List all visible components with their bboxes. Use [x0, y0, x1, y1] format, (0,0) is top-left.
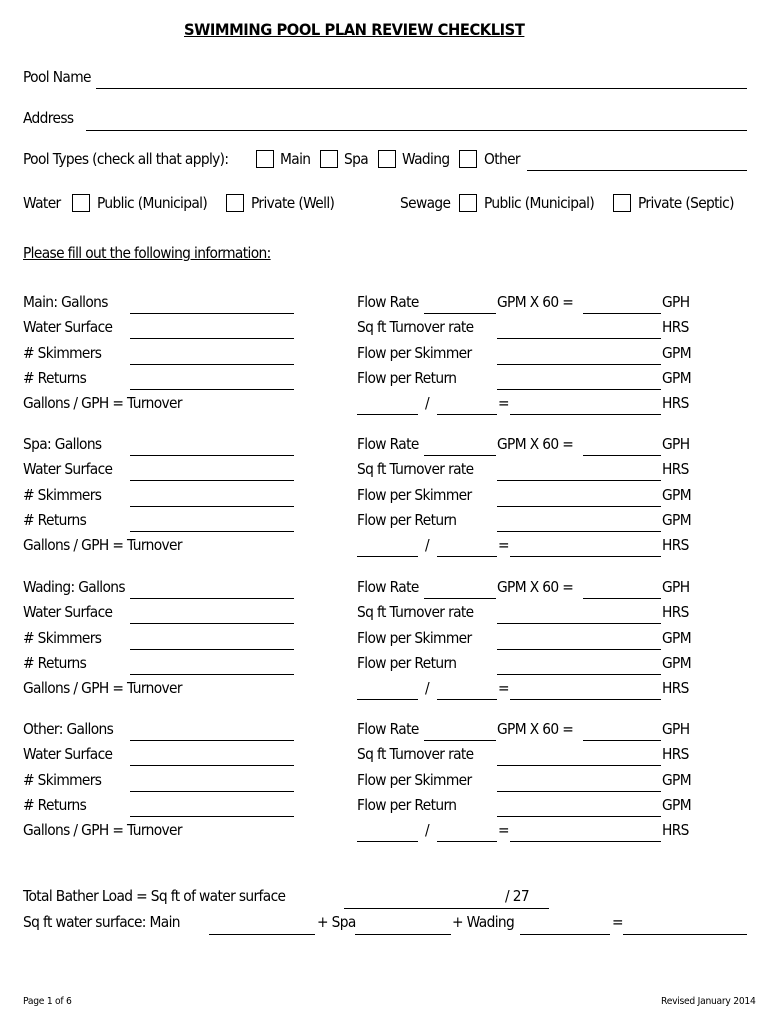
flow-per-skimmer-field[interactable] — [497, 364, 661, 365]
page-title: SWIMMING POOL PLAN REVIEW CHECKLIST — [184, 20, 525, 39]
gpm-unit: GPM — [662, 486, 691, 504]
sq-ft-turnover-field[interactable] — [497, 765, 661, 766]
sewage-label: Sewage — [400, 194, 451, 212]
section-gallons-label: Spa: Gallons — [23, 435, 102, 453]
sq-ft-turnover-label: Sq ft Turnover rate — [357, 460, 474, 478]
sq-ft-turnover-field[interactable] — [497, 338, 661, 339]
gpm-unit: GPM — [662, 654, 691, 672]
hrs-unit: HRS — [662, 318, 689, 336]
flow-rate-field[interactable] — [424, 455, 496, 456]
spa-checkbox[interactable] — [320, 150, 338, 168]
turnover-gph-field[interactable] — [437, 556, 497, 557]
sq-ft-turnover-label: Sq ft Turnover rate — [357, 603, 474, 621]
gph-field[interactable] — [583, 740, 661, 741]
turnover-result-field[interactable] — [510, 699, 661, 700]
turnover-gallons-field[interactable] — [357, 699, 418, 700]
flow-per-return-label: Flow per Return — [357, 369, 457, 387]
slash: / — [425, 394, 430, 412]
section-left-label: Water Surface — [23, 460, 113, 478]
section-left-label: # Returns — [23, 369, 87, 387]
gph-unit: GPH — [662, 720, 690, 738]
turnover-gph-field[interactable] — [437, 841, 497, 842]
flow-per-return-field[interactable] — [497, 816, 661, 817]
bather-load-label: Total Bather Load = Sq ft of water surface — [23, 887, 286, 905]
other-checkbox[interactable] — [459, 150, 477, 168]
water-private-checkbox[interactable] — [226, 194, 244, 212]
other-option-label: Other — [484, 150, 520, 168]
sq-ft-main-field[interactable] — [209, 934, 315, 935]
hrs-unit: HRS — [662, 821, 689, 839]
section-left-label: # Skimmers — [23, 486, 102, 504]
flow-per-skimmer-label: Flow per Skimmer — [357, 629, 472, 647]
address-label: Address — [23, 109, 74, 127]
flow-per-return-label: Flow per Return — [357, 511, 457, 529]
hrs-unit: HRS — [662, 536, 689, 554]
turnover-gallons-field[interactable] — [357, 841, 418, 842]
wading-option-label: Wading — [402, 150, 450, 168]
section-left-label: Water Surface — [23, 603, 113, 621]
section-left-field[interactable] — [130, 389, 294, 390]
section-gallons-label: Other: Gallons — [23, 720, 114, 738]
flow-rate-label: Flow Rate — [357, 293, 419, 311]
sq-ft-turnover-label: Sq ft Turnover rate — [357, 745, 474, 763]
hrs-unit: HRS — [662, 394, 689, 412]
section-gallons-label: Wading: Gallons — [23, 578, 125, 596]
revised-date: Revised January 2014 — [661, 996, 756, 1007]
section-left-label: Water Surface — [23, 318, 113, 336]
section-left-label: Gallons / GPH = Turnover — [23, 394, 182, 412]
page-number: Page 1 of 6 — [23, 996, 72, 1007]
section-left-field[interactable] — [130, 623, 294, 624]
section-left-field[interactable] — [130, 649, 294, 650]
equals: = — [498, 394, 509, 412]
section-left-label: Gallons / GPH = Turnover — [23, 536, 182, 554]
turnover-result-field[interactable] — [510, 414, 661, 415]
bather-load-divisor: / 27 — [505, 887, 530, 905]
pool-types-label: Pool Types (check all that apply): — [23, 150, 229, 168]
gpm-x-60-label: GPM X 60 = — [497, 578, 574, 596]
instructions: Please fill out the following information: — [23, 244, 271, 262]
bather-load-field[interactable] — [344, 908, 549, 909]
gpm-x-60-label: GPM X 60 = — [497, 435, 574, 453]
section-left-label: Gallons / GPH = Turnover — [23, 679, 182, 697]
section-left-field[interactable] — [130, 313, 294, 314]
section-left-field[interactable] — [130, 364, 294, 365]
flow-per-skimmer-field[interactable] — [497, 791, 661, 792]
plus-wading-label: + Wading — [452, 913, 515, 931]
pool-name-field[interactable] — [96, 88, 747, 89]
section-left-label: # Skimmers — [23, 771, 102, 789]
sq-ft-turnover-field[interactable] — [497, 480, 661, 481]
slash: / — [425, 536, 430, 554]
section-left-label: Gallons / GPH = Turnover — [23, 821, 182, 839]
sewage-public-label: Public (Municipal) — [484, 194, 595, 212]
sq-ft-wading-field[interactable] — [520, 934, 610, 935]
section-left-label: # Returns — [23, 654, 87, 672]
main-checkbox[interactable] — [256, 150, 274, 168]
gph-unit: GPH — [662, 435, 690, 453]
plus-spa-label: + Spa — [317, 913, 356, 931]
hrs-unit: HRS — [662, 745, 689, 763]
flow-per-skimmer-field[interactable] — [497, 649, 661, 650]
water-public-label: Public (Municipal) — [97, 194, 208, 212]
gph-field[interactable] — [583, 313, 661, 314]
section-left-field[interactable] — [130, 674, 294, 675]
hrs-unit: HRS — [662, 603, 689, 621]
water-public-checkbox[interactable] — [72, 194, 90, 212]
gpm-unit: GPM — [662, 771, 691, 789]
flow-rate-field[interactable] — [424, 740, 496, 741]
main-option-label: Main — [280, 150, 311, 168]
sewage-public-checkbox[interactable] — [459, 194, 477, 212]
sq-ft-spa-field[interactable] — [355, 934, 451, 935]
gpm-unit: GPM — [662, 796, 691, 814]
turnover-result-field[interactable] — [510, 841, 661, 842]
flow-per-return-field[interactable] — [497, 389, 661, 390]
section-left-field[interactable] — [130, 791, 294, 792]
sewage-private-label: Private (Septic) — [638, 194, 734, 212]
flow-per-skimmer-label: Flow per Skimmer — [357, 771, 472, 789]
flow-rate-field[interactable] — [424, 313, 496, 314]
pool-name-label: Pool Name — [23, 68, 91, 86]
water-label: Water — [23, 194, 61, 212]
section-gallons-label: Main: Gallons — [23, 293, 108, 311]
section-left-field[interactable] — [130, 338, 294, 339]
gpm-unit: GPM — [662, 344, 691, 362]
turnover-gph-field[interactable] — [437, 414, 497, 415]
flow-per-return-label: Flow per Return — [357, 654, 457, 672]
flow-per-skimmer-field[interactable] — [497, 506, 661, 507]
other-field[interactable] — [527, 170, 747, 171]
turnover-gallons-field[interactable] — [357, 414, 418, 415]
section-left-field[interactable] — [130, 506, 294, 507]
section-left-field[interactable] — [130, 455, 294, 456]
slash: / — [425, 679, 430, 697]
turnover-result-field[interactable] — [510, 556, 661, 557]
section-left-field[interactable] — [130, 765, 294, 766]
section-left-field[interactable] — [130, 531, 294, 532]
gph-unit: GPH — [662, 293, 690, 311]
flow-per-return-field[interactable] — [497, 531, 661, 532]
section-left-label: # Returns — [23, 796, 87, 814]
flow-per-return-field[interactable] — [497, 674, 661, 675]
gph-field[interactable] — [583, 455, 661, 456]
gpm-unit: GPM — [662, 369, 691, 387]
section-left-label: # Returns — [23, 511, 87, 529]
turnover-gallons-field[interactable] — [357, 556, 418, 557]
section-left-field[interactable] — [130, 816, 294, 817]
sewage-private-checkbox[interactable] — [613, 194, 631, 212]
section-left-label: # Skimmers — [23, 344, 102, 362]
gpm-x-60-label: GPM X 60 = — [497, 293, 574, 311]
flow-per-skimmer-label: Flow per Skimmer — [357, 486, 472, 504]
water-private-label: Private (Well) — [251, 194, 335, 212]
gpm-unit: GPM — [662, 511, 691, 529]
equals: = — [498, 679, 509, 697]
wading-checkbox[interactable] — [378, 150, 396, 168]
hrs-unit: HRS — [662, 679, 689, 697]
flow-rate-field[interactable] — [424, 598, 496, 599]
section-left-label: # Skimmers — [23, 629, 102, 647]
section-left-field[interactable] — [130, 740, 294, 741]
sq-ft-turnover-label: Sq ft Turnover rate — [357, 318, 474, 336]
flow-rate-label: Flow Rate — [357, 720, 419, 738]
gph-unit: GPH — [662, 578, 690, 596]
flow-rate-label: Flow Rate — [357, 435, 419, 453]
gpm-x-60-label: GPM X 60 = — [497, 720, 574, 738]
hrs-unit: HRS — [662, 460, 689, 478]
section-left-field[interactable] — [130, 598, 294, 599]
section-left-field[interactable] — [130, 480, 294, 481]
sq-ft-total-field[interactable] — [623, 934, 747, 935]
turnover-gph-field[interactable] — [437, 699, 497, 700]
flow-per-skimmer-label: Flow per Skimmer — [357, 344, 472, 362]
spa-option-label: Spa — [344, 150, 369, 168]
flow-rate-label: Flow Rate — [357, 578, 419, 596]
equals: = — [498, 821, 509, 839]
address-field[interactable] — [86, 130, 747, 131]
gph-field[interactable] — [583, 598, 661, 599]
equals: = — [498, 536, 509, 554]
sq-ft-surface-label: Sq ft water surface: Main — [23, 913, 180, 931]
sq-ft-equals: = — [612, 913, 623, 931]
flow-per-return-label: Flow per Return — [357, 796, 457, 814]
gpm-unit: GPM — [662, 629, 691, 647]
slash: / — [425, 821, 430, 839]
sq-ft-turnover-field[interactable] — [497, 623, 661, 624]
section-left-label: Water Surface — [23, 745, 113, 763]
